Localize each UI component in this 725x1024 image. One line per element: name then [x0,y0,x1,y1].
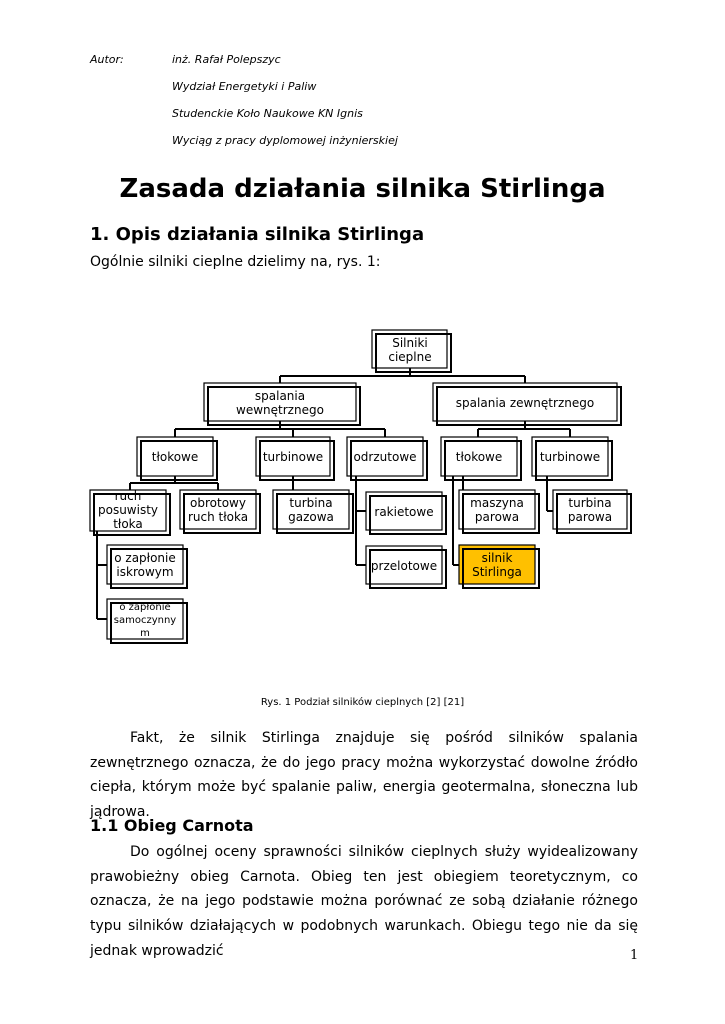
page-title: Zasada działania silnika Stirlinga [119,174,606,204]
paragraph-carnot: Do ogólnej oceny sprawności silników cieplnych służy wyidealizowany prawobieżny obieg Carnota. Obieg ten jest obiegiem teoretycznym, co oznacza, że na jego podstawie można porównać ze sobą działanie różnego typu silników działających w podobnych warunkach. Obiegu tego nie da się jednak wprowadzić [90,844,638,959]
node-steam-engine-line2: parowa [474,510,520,524]
node-steam-turbine-line1: turbina [568,496,612,510]
intro-text: Ogólnie silniki cieplne dzielimy na, rys. 1: [90,254,381,270]
node-stirling [459,545,539,588]
node-root [372,330,451,372]
paragraph-fact: Fakt, że silnik Stirlinga znajduje się pośród silników spalania zewnętrznego oznacza, że do jego pracy można wykorzystać dowolne źródło ciepła, którym może być spalanie paliw, energia geotermalna, słoneczna lub jądrowa. [90,730,638,821]
node-steam-engine [459,490,539,533]
node-stirling-line1: silnik [481,551,513,565]
node-root-line1: Silniki [392,336,428,350]
node-steam-turbine [553,490,631,533]
node-jet-engine-line1: przelotowe [370,559,438,573]
node-internal [204,383,360,425]
student-club: Studenckie Koło Naukowe KN Ignis [172,107,363,120]
faculty: Wydział Energetyki i Paliw [172,80,317,93]
node-root-line2: cieplne [388,350,432,364]
node-external-line1: spalania zewnętrznego [455,396,595,410]
node-reciprocating-line1: ruch [114,489,142,503]
node-reciprocating-line3: tłoka [113,517,143,531]
node-reciprocating [90,489,170,535]
node-rotary [180,490,260,533]
node-steam-engine-line1: maszyna [470,496,524,510]
node-rocket [366,492,446,534]
node-rotary-line2: ruch tłoka [187,510,249,524]
node-gas-turbine-line2: gazowa [288,510,334,524]
subsection-heading: 1.1 Obieg Carnota [90,816,254,835]
node-external [433,383,621,425]
node-ext-piston [441,437,521,480]
node-jet-engine [366,546,446,588]
figure-caption: Rys. 1 Podział silników cieplnych [2] [21] [260,697,465,708]
node-internal-line1: spalania [254,389,306,403]
section-heading: 1. Opis działania silnika Stirlinga [90,224,425,245]
author-label: Autor: [90,53,124,66]
node-rocket-line1: rakietowe [374,505,434,519]
node-int-jet [347,437,427,480]
node-compression-line1: o zapłonie [119,602,171,613]
node-reciprocating-line2: posuwisty [97,503,159,517]
node-internal-line2: wewnętrznego [236,403,324,417]
node-int-turbine [256,437,334,480]
node-ext-turbine-line1: turbinowe [539,450,601,464]
node-compression-line3: m [140,628,150,639]
thesis-note: Wyciąg z pracy dyplomowej inżynierskiej [172,134,398,147]
node-stirling-line2: Stirlinga [472,565,522,579]
node-compression-line2: samoczynny [113,615,177,626]
node-compression-ignition [107,599,187,643]
node-spark-line1: o zapłonie [114,551,176,565]
node-ext-piston-line1: tłokowe [455,450,503,464]
node-gas-turbine [273,490,353,533]
node-ext-turbine [532,437,612,480]
node-gas-turbine-line1: turbina [289,496,333,510]
node-spark-ignition [107,545,187,588]
node-int-piston-line1: tłokowe [151,450,199,464]
node-int-piston [137,437,217,480]
node-steam-turbine-line2: parowa [567,510,613,524]
node-int-turbine-line1: turbinowe [262,450,324,464]
author-name: inż. Rafał Polepszyc [172,53,281,66]
node-rotary-line1: obrotowy [190,496,246,510]
node-spark-line2: iskrowym [116,565,174,579]
page-number: 1 [630,948,639,963]
node-int-jet-line1: odrzutowe [353,450,417,464]
